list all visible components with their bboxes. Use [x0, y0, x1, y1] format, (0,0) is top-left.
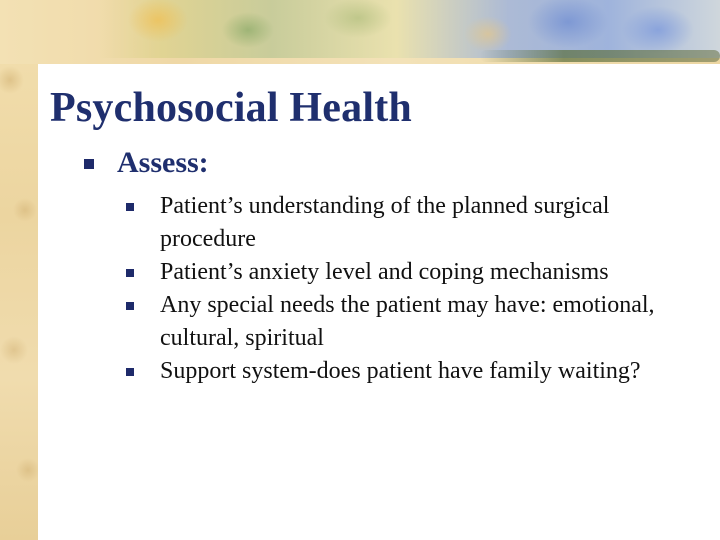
square-bullet-icon — [126, 203, 134, 211]
list-item — [126, 190, 686, 256]
list-item-text: Support system-does patient have family waiting? — [160, 358, 641, 384]
list-item-text: Patient’s understanding of the planned surgical procedure — [160, 193, 610, 252]
assessment-list — [126, 190, 686, 388]
page-title: Psychosocial Health — [50, 85, 412, 131]
square-bullet-icon — [84, 159, 94, 169]
list-item — [126, 289, 686, 355]
list-item-text: Any special needs the patient may have: emotional, cultural, spiritual — [160, 292, 655, 351]
square-bullet-icon — [126, 302, 134, 310]
list-item — [126, 256, 686, 289]
list-item — [126, 355, 686, 388]
decorative-banner-accent — [480, 50, 720, 62]
square-bullet-icon — [126, 368, 134, 376]
square-bullet-icon — [126, 269, 134, 277]
list-item-text: Patient’s anxiety level and coping mechanisms — [160, 259, 609, 285]
parchment-border-left — [0, 0, 38, 540]
bullet-heading-assess: Assess: — [117, 146, 209, 179]
